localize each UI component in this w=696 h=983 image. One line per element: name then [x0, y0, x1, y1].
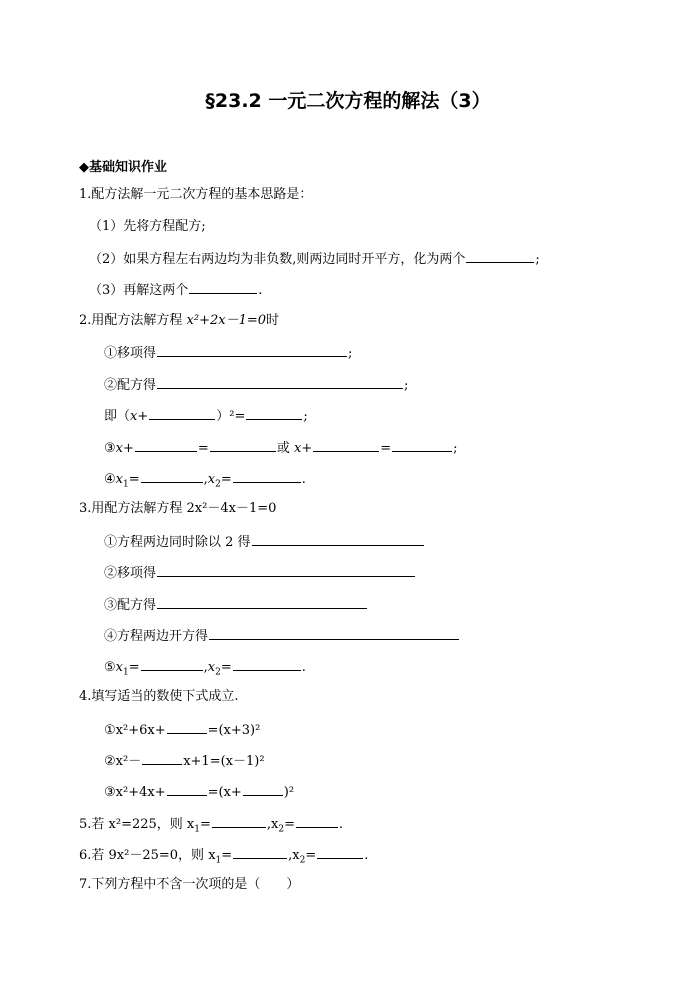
q2-s3-end: ;: [303, 409, 308, 424]
q3-step-3: [104, 595, 368, 615]
q4-c-mid: =(x+: [207, 785, 242, 800]
q2-step-2: [104, 375, 408, 395]
equals: =: [128, 472, 140, 487]
q5-pre: 5.若 x²=225，则 x: [79, 817, 195, 832]
q1-step-2: [89, 249, 540, 269]
q1-step-3-end: .: [258, 283, 263, 298]
page-title: §23.2 一元二次方程的解法（3）: [205, 90, 491, 112]
q4-a-post: =(x+3)²: [207, 723, 261, 738]
answer-blank[interactable]: [135, 438, 197, 452]
subscript-2: 2: [215, 479, 221, 490]
q2-s4-end: ;: [453, 441, 458, 456]
q2-step-2b: [104, 406, 308, 426]
q3-step-1-text: ①方程两边同时除以 2 得: [104, 535, 251, 550]
q1-stem: 1.配方法解一元二次方程的基本思路是：: [79, 187, 313, 202]
answer-blank[interactable]: [167, 782, 207, 796]
q2-step-2-end: ;: [404, 378, 409, 393]
answer-blank[interactable]: [157, 375, 403, 389]
answer-blank[interactable]: [233, 469, 301, 483]
q2-stem: [79, 312, 279, 330]
plus: +: [123, 441, 134, 456]
var-x: x: [115, 441, 123, 456]
answer-blank[interactable]: [212, 814, 266, 828]
q3-step-4: [104, 626, 460, 646]
q3-s5-end: .: [301, 660, 306, 675]
answer-blank[interactable]: [210, 438, 276, 452]
q4-item-b: [104, 751, 265, 771]
q4-item-c: [104, 782, 294, 802]
comma: ,: [203, 660, 208, 675]
subscript-1: 1: [194, 824, 200, 835]
q2-equation: x²+2x－1=0: [186, 313, 267, 328]
q2-step-4: [104, 469, 306, 494]
q2-step-3: [104, 438, 458, 458]
var-x2: x: [207, 660, 216, 675]
subscript-1: 1: [215, 855, 222, 866]
q4-c-pre: ③x²+4x+: [104, 785, 166, 800]
answer-blank[interactable]: [243, 782, 283, 796]
answer-blank[interactable]: [157, 343, 347, 357]
answer-blank[interactable]: [233, 657, 301, 671]
answer-blank[interactable]: [233, 845, 287, 859]
answer-blank[interactable]: [466, 249, 534, 263]
q6: [79, 845, 368, 870]
answer-blank[interactable]: [392, 438, 452, 452]
answer-blank[interactable]: [167, 720, 207, 734]
q2-step-1-text: ①移项得: [104, 346, 157, 361]
q3-step-2: [104, 563, 416, 583]
var-x1: x: [115, 660, 123, 675]
q3-stem: 3.用配方法解方程 2x²－4x－1=0: [79, 501, 277, 516]
q2-s3-pre: 即（: [104, 409, 131, 424]
answer-blank[interactable]: [189, 280, 257, 294]
comma: ,: [203, 472, 208, 487]
q3-step-1: [104, 532, 425, 552]
q4-item-a: [104, 720, 260, 740]
comma: ,x: [288, 848, 300, 863]
plus: +: [137, 409, 149, 424]
q7-stem: 7.下列方程中不含一次项的是（ ）: [79, 877, 300, 892]
q3-step-4-text: ④方程两边开方得: [104, 629, 209, 644]
var-x2: x: [207, 472, 216, 487]
q2-s4-pre: ③: [104, 441, 116, 456]
answer-blank[interactable]: [317, 845, 363, 859]
equals: =: [284, 817, 295, 832]
answer-blank[interactable]: [141, 657, 203, 671]
answer-blank[interactable]: [252, 532, 424, 546]
q1-step-2-end: ;: [535, 252, 540, 267]
answer-blank[interactable]: [141, 469, 203, 483]
answer-blank[interactable]: [157, 595, 367, 609]
q4-c-post: )²: [283, 785, 295, 800]
equals: =: [199, 817, 211, 832]
comma: ,x: [266, 817, 279, 832]
q2-s3-mid: ）²=: [216, 409, 246, 424]
answer-blank[interactable]: [149, 406, 215, 420]
q2-stem-post: 时: [266, 313, 280, 328]
q3-s5-pre: ⑤: [104, 660, 116, 675]
q5-end: .: [339, 817, 344, 832]
q1-step-3-text: （3）再解这两个: [89, 283, 189, 298]
q1-step-2-text: （2）如果方程左右两边均为非负数,则两边同时开平方，化为两个: [89, 252, 466, 267]
q2-s5-end: .: [301, 472, 306, 487]
answer-blank[interactable]: [296, 814, 338, 828]
equals: =: [220, 472, 232, 487]
equals: =: [380, 441, 392, 456]
subscript-2: 2: [299, 855, 306, 866]
q3-step-2-text: ②移项得: [104, 566, 157, 581]
q1-step-1: （1）先将方程配方;: [89, 219, 206, 234]
q4-a-pre: ①x²+6x+: [104, 723, 166, 738]
q6-pre: 6.若 9x²－25=0，则 x: [79, 848, 216, 863]
answer-blank[interactable]: [209, 626, 459, 640]
q2-stem-pre: 2.用配方法解方程: [79, 313, 187, 328]
var-x1: x: [115, 472, 123, 487]
q1-step-3: [89, 280, 262, 300]
q2-step-2-text: ②配方得: [104, 378, 157, 393]
q2-step-1-end: ;: [348, 346, 353, 361]
section-heading: ◆基础知识作业: [79, 160, 167, 175]
subscript-2: 2: [215, 667, 221, 678]
equals: =: [305, 848, 317, 863]
answer-blank[interactable]: [142, 751, 182, 765]
equals: =: [220, 660, 232, 675]
q2-step-1: [104, 343, 352, 363]
q2-s5-pre: ④: [104, 472, 116, 487]
q3-step-3-text: ③配方得: [104, 598, 157, 613]
q3-step-5: [104, 657, 306, 682]
var-x: x: [130, 409, 138, 424]
q6-end: .: [364, 848, 369, 863]
plus: +: [301, 441, 313, 456]
answer-blank[interactable]: [157, 563, 415, 577]
subscript-2: 2: [278, 824, 285, 835]
equals: =: [221, 848, 233, 863]
subscript-1: 1: [123, 667, 129, 678]
or-text: 或: [276, 441, 290, 456]
equals: =: [197, 441, 209, 456]
equals: =: [128, 660, 140, 675]
q4-stem: 4.填写适当的数使下式成立.: [79, 689, 239, 704]
var-x: x: [293, 441, 302, 456]
q4-b-post: x+1=(x－1)²: [183, 754, 265, 769]
q4-b-pre: ②x²－: [104, 754, 142, 769]
answer-blank[interactable]: [246, 406, 302, 420]
q5: [79, 814, 343, 839]
subscript-1: 1: [123, 479, 129, 490]
answer-blank[interactable]: [313, 438, 379, 452]
